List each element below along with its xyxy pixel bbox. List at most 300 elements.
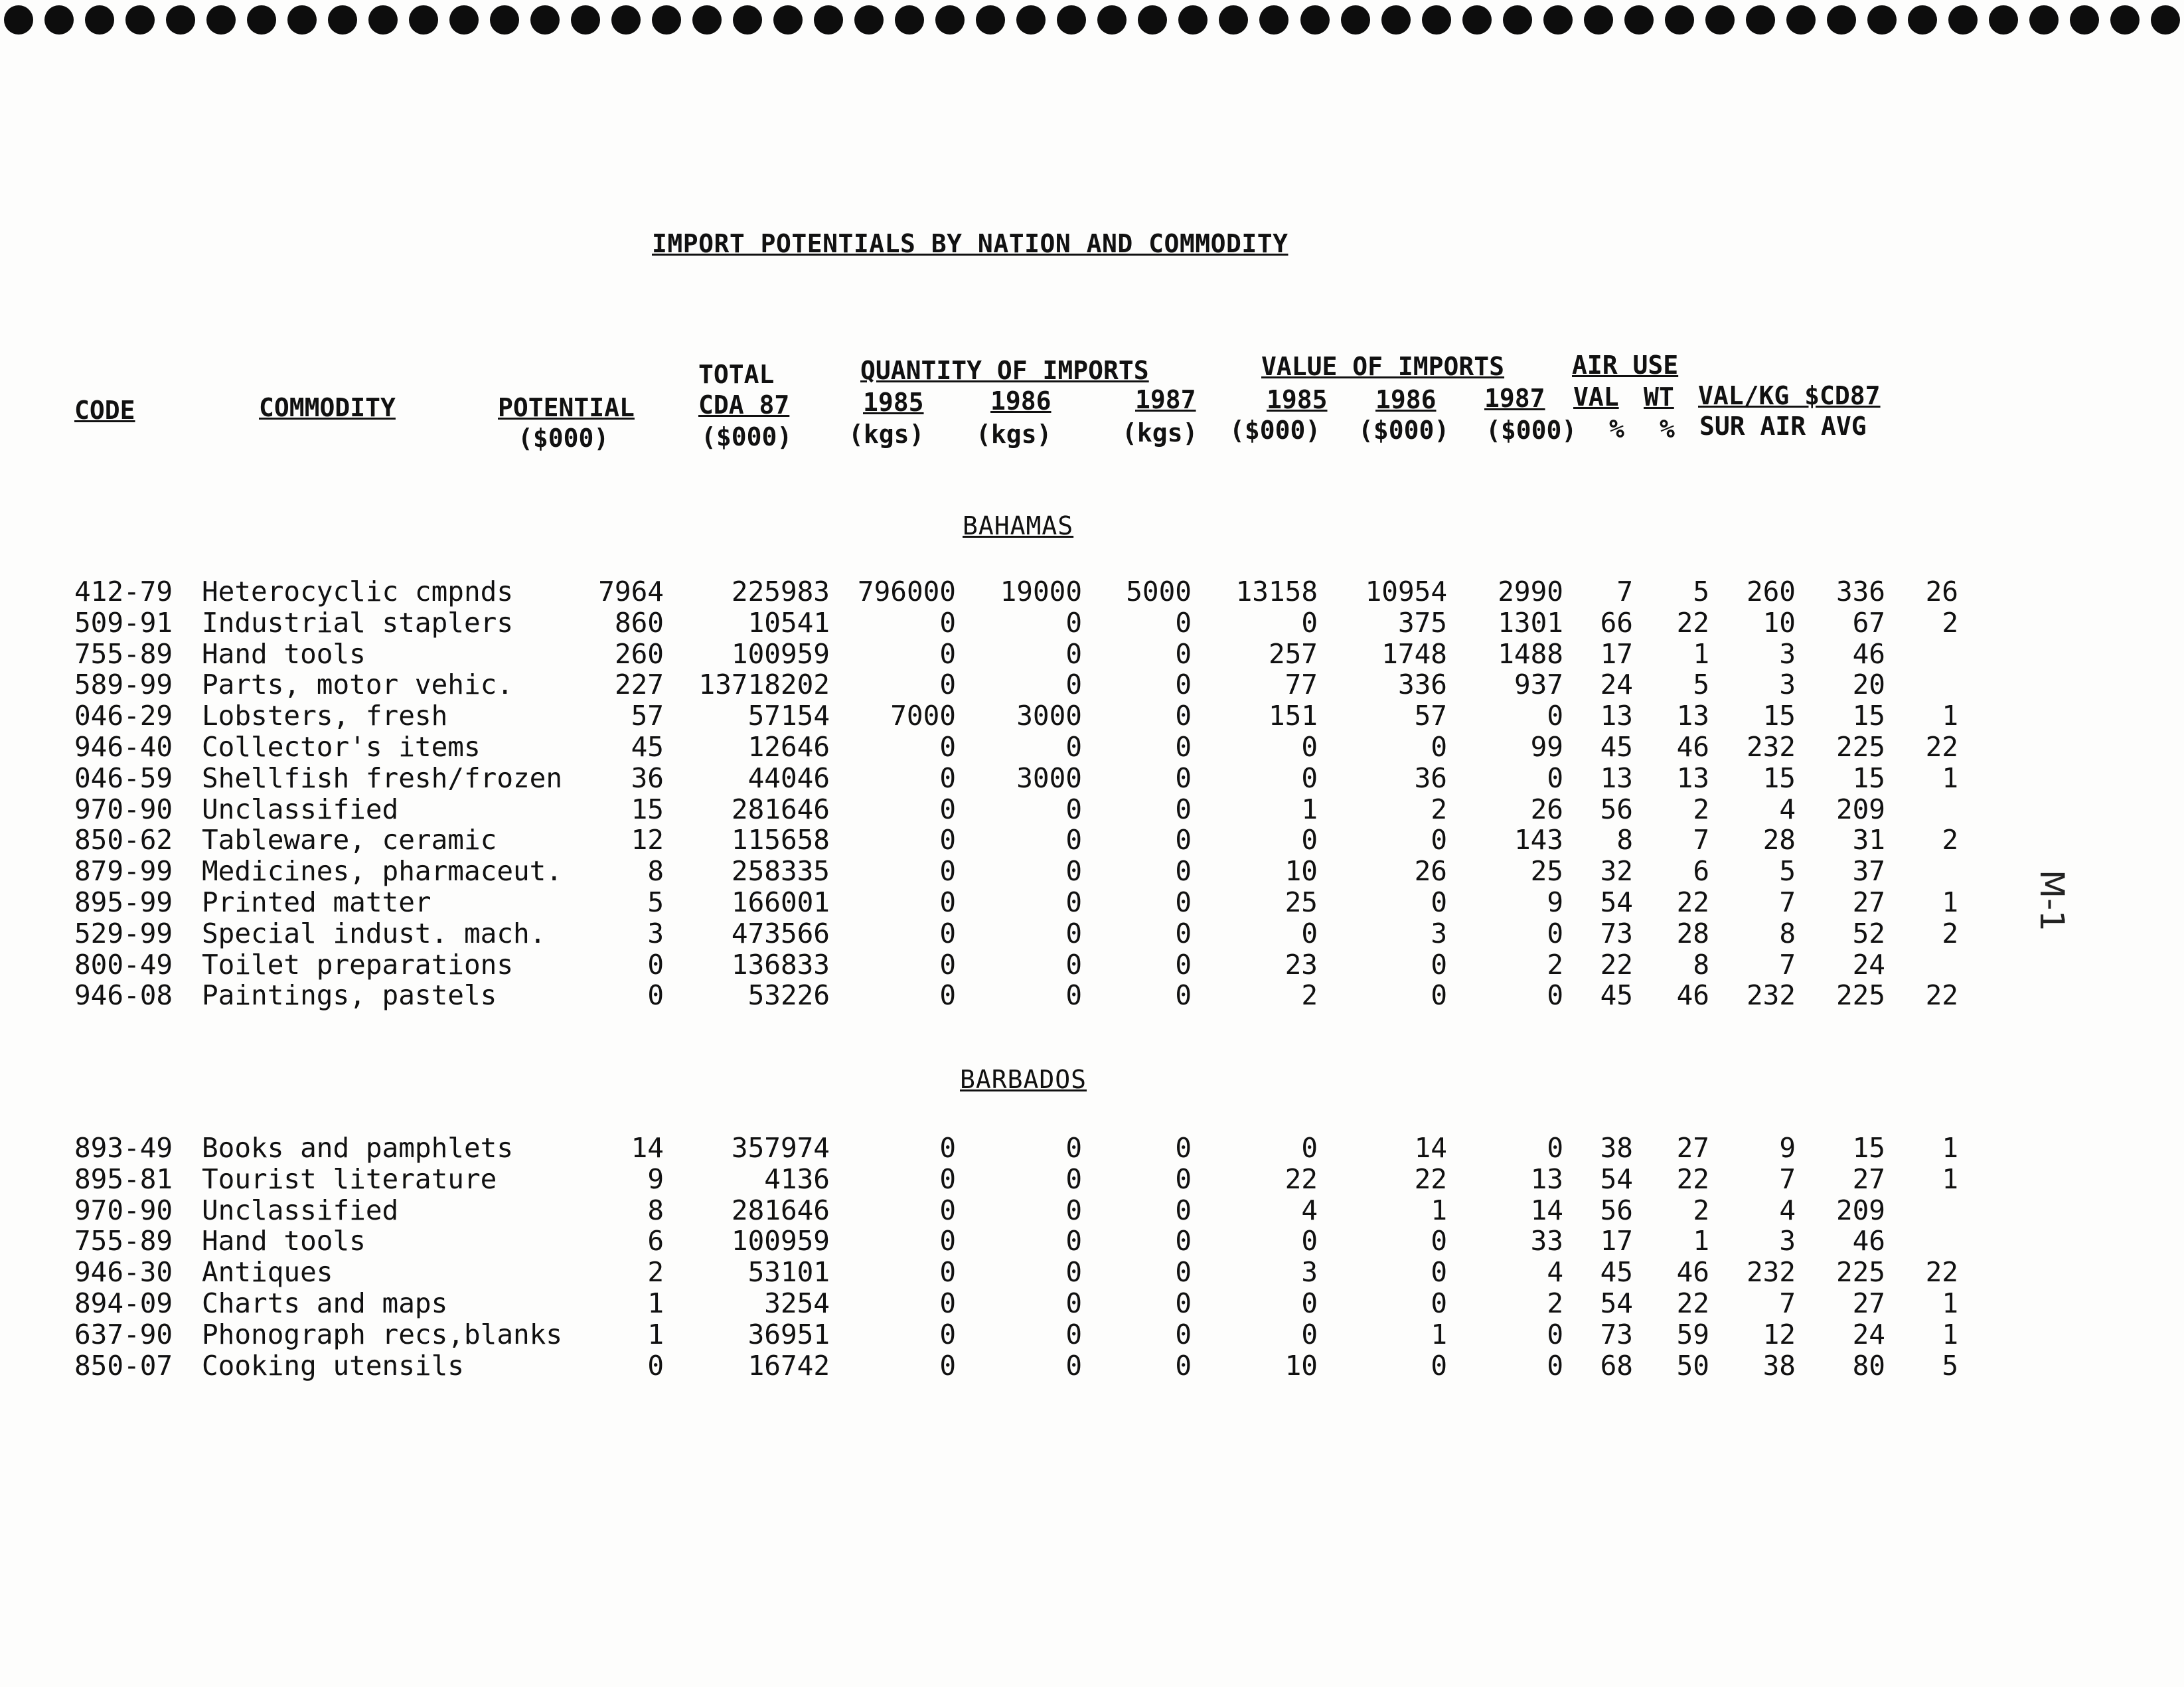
airwt-cell: 46: [1676, 1256, 1709, 1288]
table-row: [0, 887, 2184, 918]
binder-hole: [1989, 5, 2018, 35]
qty1986-cell: 0: [1065, 1256, 1082, 1288]
val1985-cell: 2: [1301, 979, 1318, 1011]
potential-cell: 14: [631, 1132, 664, 1164]
binder-hole: [4, 5, 33, 35]
qty1986-cell: 0: [1065, 886, 1082, 918]
header-air-val: VAL: [1573, 382, 1619, 412]
qty1987-cell: 0: [1175, 762, 1192, 794]
qty1985-cell: 0: [939, 918, 956, 949]
commodity-cell: Heterocyclic cmpnds: [202, 576, 513, 607]
qty1987-cell: 0: [1175, 638, 1192, 670]
val1986-cell: 36: [1414, 762, 1447, 794]
airval-cell: 45: [1600, 1256, 1633, 1288]
binder-hole: [44, 5, 74, 35]
qty1987-cell: 5000: [1126, 576, 1192, 607]
val1987-cell: 0: [1547, 918, 1563, 949]
table-row: [0, 732, 2184, 762]
airwt-cell: 59: [1676, 1319, 1709, 1350]
airwt-cell: 1: [1693, 638, 1709, 670]
potential-cell: 45: [631, 731, 664, 763]
binder-hole: [247, 5, 276, 35]
potential-cell: 260: [614, 638, 664, 670]
total-cell: 44046: [747, 762, 830, 794]
airwt-cell: 8: [1693, 949, 1709, 981]
commodity-cell: Phonograph recs,blanks: [202, 1319, 563, 1350]
binder-hole: [1341, 5, 1370, 35]
airval-cell: 32: [1600, 855, 1633, 887]
binder-hole: [125, 5, 155, 35]
binder-hole: [1503, 5, 1532, 35]
qty1987-cell: 0: [1175, 824, 1192, 856]
airval-cell: 38: [1600, 1132, 1633, 1164]
commodity-cell: Collector's items: [202, 731, 481, 763]
binder-hole: [1138, 5, 1167, 35]
code-cell: 755-89: [74, 638, 173, 670]
potential-cell: 860: [614, 607, 664, 639]
airval-cell: 73: [1600, 918, 1633, 949]
table-row: [0, 856, 2184, 886]
qty1985-cell: 0: [939, 669, 956, 700]
binder-hole: [692, 5, 722, 35]
air-cell: 225: [1835, 731, 1885, 763]
val1985-cell: 4: [1301, 1194, 1318, 1226]
header-val-1987: 1987: [1484, 384, 1545, 413]
val1986-cell: 0: [1431, 731, 1447, 763]
code-cell: 046-29: [74, 700, 173, 732]
total-cell: 12646: [747, 731, 830, 763]
code-cell: 046-59: [74, 762, 173, 794]
qty1987-cell: 0: [1175, 1163, 1192, 1195]
sur-cell: 3: [1779, 1225, 1796, 1257]
header-qty-unit-1985: (kgs): [848, 420, 925, 449]
sur-cell: 10: [1762, 607, 1796, 639]
qty1985-cell: 0: [939, 824, 956, 856]
airwt-cell: 22: [1676, 607, 1709, 639]
qty1987-cell: 0: [1175, 1350, 1192, 1382]
val1986-cell: 26: [1414, 855, 1447, 887]
sur-cell: 232: [1746, 979, 1796, 1011]
binder-hole: [206, 5, 236, 35]
qty1986-cell: 0: [1065, 1225, 1082, 1257]
commodity-cell: Tourist literature: [202, 1163, 497, 1195]
table-row: [0, 794, 2184, 825]
code-cell: 589-99: [74, 669, 173, 700]
airwt-cell: 13: [1676, 700, 1709, 732]
sur-cell: 7: [1779, 886, 1796, 918]
val1987-cell: 0: [1547, 979, 1563, 1011]
airwt-cell: 13: [1676, 762, 1709, 794]
sur-cell: 9: [1779, 1132, 1796, 1164]
qty1985-cell: 0: [939, 607, 956, 639]
header-val-pct: %: [1609, 414, 1624, 443]
qty1985-cell: 0: [939, 731, 956, 763]
binder-hole: [1381, 5, 1411, 35]
qty1986-cell: 0: [1065, 949, 1082, 981]
avg-cell: 2: [1942, 824, 1958, 856]
air-cell: 27: [1852, 1287, 1885, 1319]
avg-cell: 1: [1942, 762, 1958, 794]
total-cell: 115658: [731, 824, 830, 856]
binder-hole: [2151, 5, 2180, 35]
val1987-cell: 0: [1547, 1319, 1563, 1350]
header-value-group: VALUE OF IMPORTS: [1261, 352, 1505, 381]
qty1985-cell: 0: [939, 886, 956, 918]
val1987-cell: 99: [1530, 731, 1563, 763]
table-row: [0, 1226, 2184, 1256]
commodity-cell: Unclassified: [202, 793, 399, 825]
potential-cell: 36: [631, 762, 664, 794]
air-cell: 27: [1852, 886, 1885, 918]
sur-cell: 7: [1779, 1163, 1796, 1195]
sur-cell: 7: [1779, 949, 1796, 981]
airwt-cell: 27: [1676, 1132, 1709, 1164]
qty1986-cell: 0: [1065, 1163, 1082, 1195]
code-cell: 800-49: [74, 949, 173, 981]
header-potential-unit: ($000): [518, 424, 609, 453]
val1985-cell: 0: [1301, 731, 1318, 763]
val1985-cell: 151: [1268, 700, 1318, 732]
air-cell: 209: [1835, 1194, 1885, 1226]
val1987-cell: 143: [1514, 824, 1563, 856]
qty1986-cell: 0: [1065, 669, 1082, 700]
val1986-cell: 0: [1431, 824, 1447, 856]
binder-hole: [1462, 5, 1492, 35]
qty1987-cell: 0: [1175, 918, 1192, 949]
val1985-cell: 23: [1285, 949, 1318, 981]
val1987-cell: 33: [1530, 1225, 1563, 1257]
airval-cell: 17: [1600, 638, 1633, 670]
potential-cell: 9: [647, 1163, 664, 1195]
air-cell: 15: [1852, 700, 1885, 732]
table-row: [0, 825, 2184, 855]
header-valkg-sub: SUR AIR AVG: [1699, 412, 1867, 441]
binder-hole: [287, 5, 317, 35]
val1987-cell: 25: [1530, 855, 1563, 887]
table-row: [0, 763, 2184, 793]
table-row: [0, 1195, 2184, 1226]
qty1985-cell: 0: [939, 793, 956, 825]
val1986-cell: 3: [1431, 918, 1447, 949]
sur-cell: 260: [1746, 576, 1796, 607]
header-code: CODE: [74, 396, 135, 425]
binder-hole: [976, 5, 1005, 35]
avg-cell: 2: [1942, 607, 1958, 639]
total-cell: 281646: [731, 1194, 830, 1226]
commodity-cell: Unclassified: [202, 1194, 399, 1226]
val1985-cell: 0: [1301, 607, 1318, 639]
qty1987-cell: 0: [1175, 855, 1192, 887]
val1986-cell: 0: [1431, 949, 1447, 981]
binder-hole: [1300, 5, 1330, 35]
commodity-cell: Industrial staplers: [202, 607, 513, 639]
qty1986-cell: 0: [1065, 638, 1082, 670]
qty1985-cell: 0: [939, 762, 956, 794]
avg-cell: 1: [1942, 1287, 1958, 1319]
airwt-cell: 22: [1676, 1163, 1709, 1195]
binder-hole: [1624, 5, 1654, 35]
code-cell: 946-40: [74, 731, 173, 763]
air-cell: 80: [1852, 1350, 1885, 1382]
header-valkg: VAL/KG $CD87: [1698, 381, 1881, 410]
val1985-cell: 77: [1285, 669, 1318, 700]
val1985-cell: 0: [1301, 762, 1318, 794]
val1987-cell: 14: [1530, 1194, 1563, 1226]
code-cell: 893-49: [74, 1132, 173, 1164]
airval-cell: 45: [1600, 731, 1633, 763]
val1986-cell: 0: [1431, 979, 1447, 1011]
commodity-cell: Books and pamphlets: [202, 1132, 513, 1164]
avg-cell: 1: [1942, 1132, 1958, 1164]
val1986-cell: 1: [1431, 1194, 1447, 1226]
val1987-cell: 0: [1547, 762, 1563, 794]
airwt-cell: 1: [1693, 1225, 1709, 1257]
binder-hole: [733, 5, 762, 35]
val1987-cell: 2990: [1498, 576, 1563, 607]
total-cell: 225983: [731, 576, 830, 607]
qty1985-cell: 796000: [857, 576, 956, 607]
sur-cell: 232: [1746, 731, 1796, 763]
table-row: [0, 576, 2184, 607]
val1987-cell: 26: [1530, 793, 1563, 825]
avg-cell: 2: [1942, 918, 1958, 949]
total-cell: 281646: [731, 793, 830, 825]
commodity-cell: Lobsters, fresh: [202, 700, 448, 732]
total-cell: 57154: [747, 700, 830, 732]
airval-cell: 8: [1616, 824, 1633, 856]
binder-hole: [1867, 5, 1897, 35]
air-cell: 27: [1852, 1163, 1885, 1195]
val1986-cell: 0: [1431, 1287, 1447, 1319]
code-cell: 637-90: [74, 1319, 173, 1350]
commodity-cell: Parts, motor vehic.: [202, 669, 513, 700]
header-potential: POTENTIAL: [498, 393, 635, 422]
qty1986-cell: 0: [1065, 979, 1082, 1011]
binder-hole: [1705, 5, 1735, 35]
airval-cell: 13: [1600, 762, 1633, 794]
potential-cell: 8: [647, 855, 664, 887]
airwt-cell: 28: [1676, 918, 1709, 949]
binder-hole: [611, 5, 641, 35]
val1985-cell: 0: [1301, 824, 1318, 856]
potential-cell: 1: [647, 1287, 664, 1319]
val1985-cell: 22: [1285, 1163, 1318, 1195]
qty1985-cell: 0: [939, 638, 956, 670]
table-row: [0, 1164, 2184, 1194]
binder-hole: [1219, 5, 1248, 35]
val1986-cell: 0: [1431, 1225, 1447, 1257]
air-cell: 225: [1835, 979, 1885, 1011]
qty1986-cell: 0: [1065, 855, 1082, 887]
avg-cell: 1: [1942, 886, 1958, 918]
val1986-cell: 1748: [1381, 638, 1447, 670]
binder-hole: [1908, 5, 1937, 35]
air-cell: 46: [1852, 1225, 1885, 1257]
code-cell: 894-09: [74, 1287, 173, 1319]
code-cell: 509-91: [74, 607, 173, 639]
qty1985-cell: 0: [939, 1350, 956, 1382]
binder-hole: [854, 5, 884, 35]
qty1985-cell: 7000: [890, 700, 956, 732]
sur-cell: 38: [1762, 1350, 1796, 1382]
airwt-cell: 2: [1693, 793, 1709, 825]
avg-cell: 22: [1925, 979, 1958, 1011]
air-cell: 15: [1852, 762, 1885, 794]
table-row: [0, 700, 2184, 731]
val1985-cell: 0: [1301, 1132, 1318, 1164]
total-cell: 100959: [731, 1225, 830, 1257]
commodity-cell: Charts and maps: [202, 1287, 448, 1319]
table-row: [0, 980, 2184, 1010]
code-cell: 529-99: [74, 918, 173, 949]
val1985-cell: 10: [1285, 1350, 1318, 1382]
airval-cell: 56: [1600, 793, 1633, 825]
total-cell: 357974: [731, 1132, 830, 1164]
header-total-unit: ($000): [701, 422, 793, 451]
potential-cell: 5: [647, 886, 664, 918]
header-commodity: COMMODITY: [259, 393, 396, 422]
header-qty-unit-1987: (kgs): [1122, 418, 1198, 447]
air-cell: 31: [1852, 824, 1885, 856]
total-cell: 136833: [731, 949, 830, 981]
qty1985-cell: 0: [939, 1132, 956, 1164]
potential-cell: 0: [647, 1350, 664, 1382]
binder-hole: [1665, 5, 1694, 35]
val1985-cell: 13158: [1235, 576, 1318, 607]
airwt-cell: 6: [1693, 855, 1709, 887]
air-cell: 24: [1852, 1319, 1885, 1350]
sur-cell: 12: [1762, 1319, 1796, 1350]
commodity-cell: Toilet preparations: [202, 949, 513, 981]
avg-cell: 1: [1942, 700, 1958, 732]
qty1985-cell: 0: [939, 979, 956, 1011]
sur-cell: 15: [1762, 762, 1796, 794]
total-cell: 3254: [764, 1287, 830, 1319]
val1987-cell: 13: [1530, 1163, 1563, 1195]
val1986-cell: 0: [1431, 1350, 1447, 1382]
commodity-cell: Shellfish fresh/frozen: [202, 762, 563, 794]
val1986-cell: 2: [1431, 793, 1447, 825]
val1986-cell: 0: [1431, 886, 1447, 918]
header-air-use: AIR USE: [1572, 351, 1679, 380]
air-cell: 15: [1852, 1132, 1885, 1164]
val1987-cell: 1301: [1498, 607, 1563, 639]
air-cell: 336: [1835, 576, 1885, 607]
air-cell: 24: [1852, 949, 1885, 981]
qty1986-cell: 0: [1065, 1319, 1082, 1350]
potential-cell: 0: [647, 949, 664, 981]
airwt-cell: 5: [1693, 576, 1709, 607]
binder-hole: [773, 5, 803, 35]
binder-hole: [530, 5, 560, 35]
avg-cell: 26: [1925, 576, 1958, 607]
airval-cell: 22: [1600, 949, 1633, 981]
qty1986-cell: 0: [1065, 824, 1082, 856]
val1987-cell: 0: [1547, 1132, 1563, 1164]
qty1987-cell: 0: [1175, 1256, 1192, 1288]
page-mark: M-1: [2033, 870, 2071, 931]
sur-cell: 232: [1746, 1256, 1796, 1288]
binder-hole: [652, 5, 681, 35]
section-heading: BARBADOS: [960, 1065, 1087, 1094]
qty1987-cell: 0: [1175, 1319, 1192, 1350]
sur-cell: 8: [1779, 918, 1796, 949]
sur-cell: 7: [1779, 1287, 1796, 1319]
table-row: [0, 607, 2184, 638]
binder-hole: [368, 5, 398, 35]
total-cell: 16742: [747, 1350, 830, 1382]
val1987-cell: 0: [1547, 700, 1563, 732]
qty1986-cell: 0: [1065, 607, 1082, 639]
qty1987-cell: 0: [1175, 886, 1192, 918]
code-cell: 412-79: [74, 576, 173, 607]
sur-cell: 28: [1762, 824, 1796, 856]
airwt-cell: 22: [1676, 886, 1709, 918]
airval-cell: 56: [1600, 1194, 1633, 1226]
qty1986-cell: 0: [1065, 1132, 1082, 1164]
air-cell: 20: [1852, 669, 1885, 700]
code-cell: 850-62: [74, 824, 173, 856]
code-cell: 895-99: [74, 886, 173, 918]
val1987-cell: 2: [1547, 949, 1563, 981]
code-cell: 850-07: [74, 1350, 173, 1382]
potential-cell: 6: [647, 1225, 664, 1257]
qty1987-cell: 0: [1175, 979, 1192, 1011]
avg-cell: 1: [1942, 1319, 1958, 1350]
avg-cell: 22: [1925, 1256, 1958, 1288]
qty1986-cell: 0: [1065, 1350, 1082, 1382]
potential-cell: 12: [631, 824, 664, 856]
avg-cell: 5: [1942, 1350, 1958, 1382]
section-heading: BAHAMAS: [963, 511, 1074, 540]
val1986-cell: 10954: [1365, 576, 1447, 607]
airwt-cell: 46: [1676, 731, 1709, 763]
binder-hole: [1422, 5, 1451, 35]
val1985-cell: 25: [1285, 886, 1318, 918]
table-row: [0, 918, 2184, 949]
commodity-cell: Medicines, pharmaceut.: [202, 855, 563, 887]
code-cell: 946-30: [74, 1256, 173, 1288]
val1985-cell: 10: [1285, 855, 1318, 887]
airval-cell: 17: [1600, 1225, 1633, 1257]
potential-cell: 15: [631, 793, 664, 825]
potential-cell: 7964: [598, 576, 664, 607]
binder-hole: [1178, 5, 1208, 35]
qty1985-cell: 0: [939, 1194, 956, 1226]
airval-cell: 45: [1600, 979, 1633, 1011]
page-title: IMPORT POTENTIALS BY NATION AND COMMODITY: [652, 229, 1288, 258]
qty1985-cell: 0: [939, 1319, 956, 1350]
code-cell: 755-89: [74, 1225, 173, 1257]
val1985-cell: 0: [1301, 1319, 1318, 1350]
total-cell: 473566: [731, 918, 830, 949]
header-val-1986: 1986: [1375, 385, 1437, 414]
qty1986-cell: 3000: [1016, 762, 1082, 794]
code-cell: 895-81: [74, 1163, 173, 1195]
val1985-cell: 0: [1301, 1225, 1318, 1257]
air-cell: 46: [1852, 638, 1885, 670]
total-cell: 258335: [731, 855, 830, 887]
potential-cell: 2: [647, 1256, 664, 1288]
airwt-cell: 46: [1676, 979, 1709, 1011]
val1986-cell: 14: [1414, 1132, 1447, 1164]
sur-cell: 15: [1762, 700, 1796, 732]
qty1985-cell: 0: [939, 1163, 956, 1195]
val1985-cell: 0: [1301, 1287, 1318, 1319]
header-qty-1985: 1985: [863, 388, 924, 417]
qty1986-cell: 0: [1065, 918, 1082, 949]
qty1986-cell: 3000: [1016, 700, 1082, 732]
